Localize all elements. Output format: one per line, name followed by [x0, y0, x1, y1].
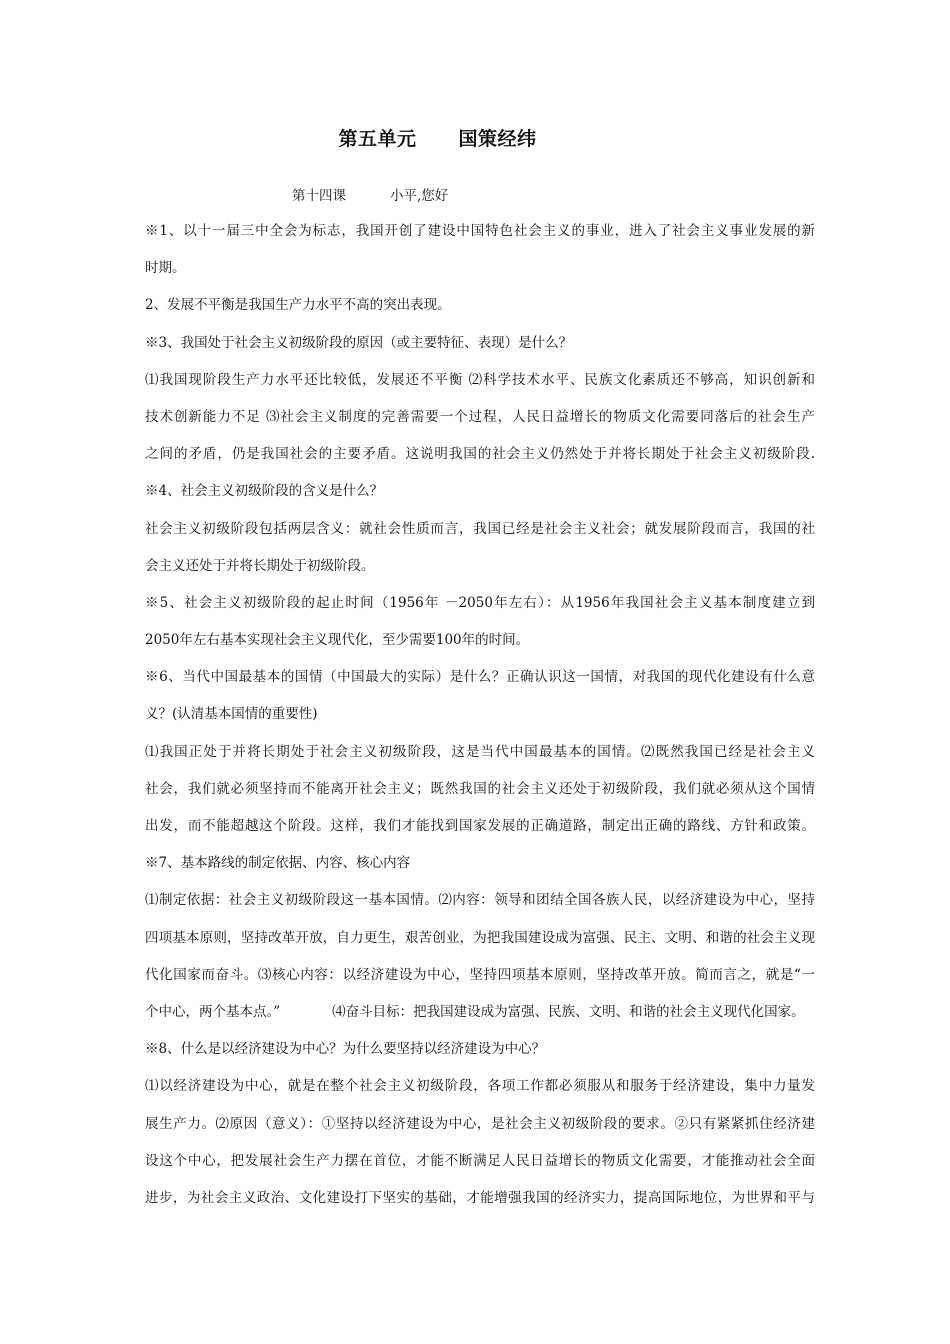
text-line [145, 813, 815, 850]
text-line [145, 739, 815, 776]
line-text: ※4、社会主义初级阶段的含义是什么？ [145, 483, 384, 500]
text-line [145, 1111, 815, 1148]
unit-number: 第五单元 [338, 128, 417, 150]
text-line [145, 441, 815, 478]
line-text: 展生产力。⑵原因（意义）：①坚持以经济建设为中心，是社会主义初级阶段的要求。②只有紧紧抓住经济建 [145, 1115, 815, 1132]
line-text: 2050年左右基本实现社会主义现代化，至少需要100年的时间。 [145, 632, 530, 649]
text-line [145, 367, 815, 404]
text-line [145, 776, 815, 813]
line-text: ⑴我国正处于并将长期处于社会主义初级阶段，这是当代中国最基本的国情。⑵既然我国已经是社会主义 [145, 743, 815, 760]
line-text: ※5、社会主义初级阶段的起止时间（1956年 －2050年左右）：从1956年我国社会主义基本制度建立到 [145, 594, 815, 611]
text-line [145, 330, 815, 367]
text-line [145, 1036, 815, 1073]
line-text: 个中心，两个基本点。” [145, 1003, 281, 1020]
text-line [145, 664, 815, 701]
line-text: 时期。 [145, 260, 186, 277]
line-text: 进步，为社会主义政治、文化建设打下坚实的基础，才能增强我国的经济实力，提高国际地位，为世界和平与 [145, 1189, 815, 1206]
line-text: 义？(认清基本国情的重要性) [145, 706, 318, 723]
text-line [145, 516, 815, 553]
line-text: 出发，而不能超越这个阶段。这样，我们才能找到国家发展的正确道路，制定出正确的路线、方针和政策。 [145, 818, 815, 834]
line-text: ※3、我国处于社会主义初级阶段的原因（或主要特征、表现）是什么？ [145, 334, 573, 351]
line-text: ※6、当代中国最基本的国情（中国最大的实际）是什么？正确认识这一国情，对我国的现代化建设有什么意 [145, 669, 815, 686]
line-text: ※8、什么是以经济建设为中心？为什么要坚持以经济建设为中心？ [145, 1041, 546, 1058]
text-line [145, 1073, 815, 1110]
text-line [145, 292, 815, 329]
text-line [145, 1148, 815, 1185]
text-line [145, 850, 815, 887]
lesson-title [292, 184, 448, 204]
text-line [145, 255, 815, 292]
document-body [145, 218, 815, 1222]
line-text: ⑴我国现阶段生产力水平还比较低，发展还不平衡 ⑵科学技术水平、民族文化素质还不够高，知识创新和 [145, 371, 815, 388]
text-line [145, 627, 815, 664]
text-line [145, 404, 815, 441]
line-text: 社会主义初级阶段包括两层含义：就社会性质而言，我国已经是社会主义社会；就发展阶段而言，我国的社 [145, 520, 815, 537]
line-text: 会主义还处于并将长期处于初级阶段。 [145, 557, 375, 574]
text-line [145, 887, 815, 924]
text-line [145, 218, 815, 255]
line-text: 设这个中心，把发展社会生产力摆在首位，才能不断满足人民日益增长的物质文化需要，才能推动社会全面 [145, 1152, 815, 1169]
text-line [145, 962, 815, 999]
line-text: ⑴制定依据：社会主义初级阶段这一基本国情。⑵内容：领导和团结全国各族人民，以经济建设为中心，坚持 [145, 892, 815, 909]
text-line [145, 925, 815, 962]
text-line [145, 590, 815, 627]
line-text: ※7、基本路线的制定依据、内容、核心内容 [145, 855, 411, 872]
line-text: 之间的矛盾，仍是我国社会的主要矛盾。这说明我国的社会主义仍然处于并将长期处于社会主义初级阶段. [145, 446, 815, 463]
line-text: 技术创新能力不足 ⑶社会主义制度的完善需要一个过程，人民日益增长的物质文化需要同落后的社会生产 [145, 408, 815, 425]
text-line [145, 478, 815, 515]
line-text: 社会，我们就必须坚持而不能离开社会主义；既然我国的社会主义还处于初级阶段，我们就必须从这个国情 [145, 780, 815, 797]
line-text: ⑴以经济建设为中心，就是在整个社会主义初级阶段，各项工作都必须服从和服务于经济建设，集中力量发 [145, 1078, 815, 1095]
unit-name: 国策经纬 [458, 128, 537, 150]
line-tail-text: ⑷奋斗目标：把我国建设成为富强、民族、文明、和谐的社会主义现代化国家。 [332, 1003, 805, 1020]
lesson-number: 第十四课 [292, 188, 346, 204]
text-line [145, 999, 815, 1036]
text-line [145, 553, 815, 590]
line-text: 2、发展不平衡是我国生产力水平不高的突出表现。 [145, 297, 451, 314]
line-text: 四项基本原则，坚持改革开放，自力更生，艰苦创业，为把我国建设成为富强、民主、文明、和谐的社会主义现 [145, 929, 815, 946]
line-text: ※1、以十一届三中全会为标志，我国开创了建设中国特色社会主义的事业，进入了社会主义事业发展的新 [145, 223, 815, 239]
unit-title [0, 124, 875, 151]
text-line [145, 1185, 815, 1222]
text-line [145, 701, 815, 738]
line-text: 代化国家而奋斗。⑶核心内容：以经济建设为中心，坚持四项基本原则，坚持改革开放。简而言之，就是“一 [145, 966, 815, 983]
lesson-name: 小平,您好 [390, 188, 449, 204]
